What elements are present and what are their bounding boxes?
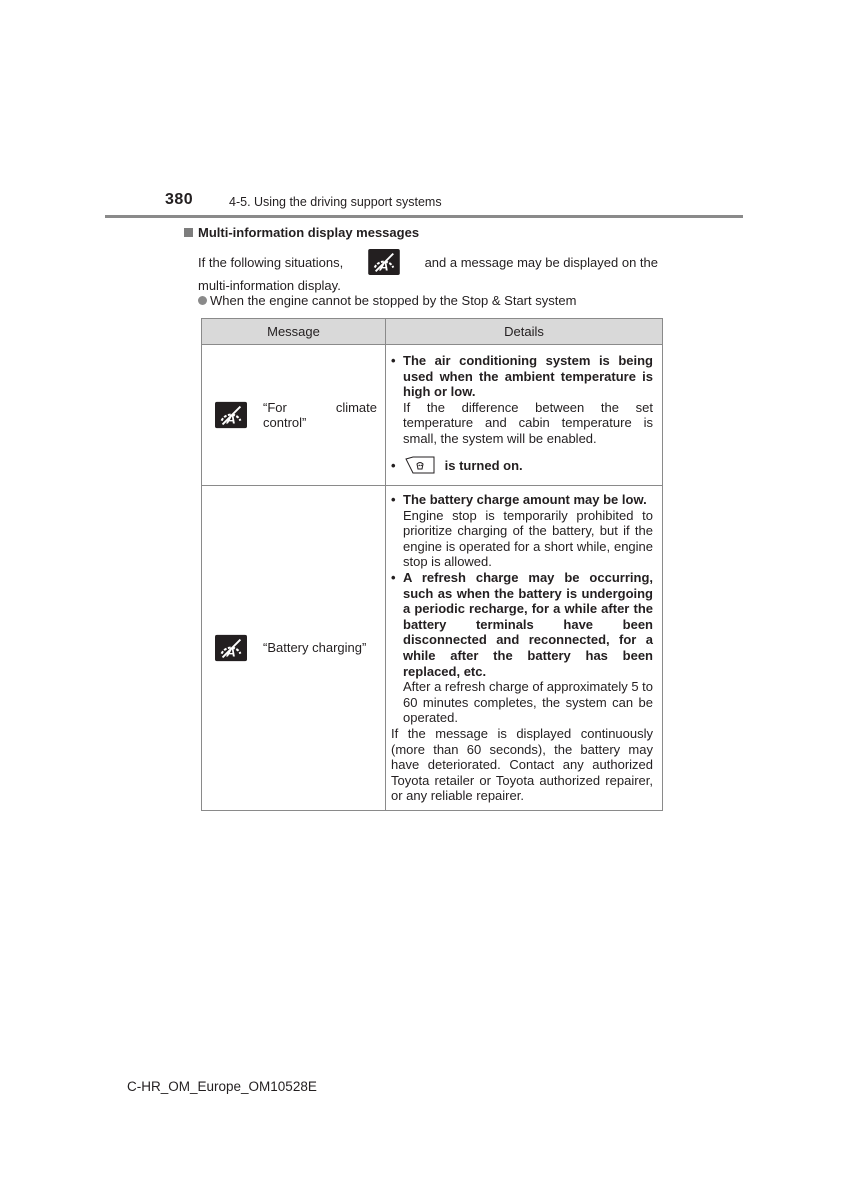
square-bullet-icon xyxy=(184,228,193,237)
table-row xyxy=(202,345,663,486)
messages-table xyxy=(201,318,663,811)
table-header-row xyxy=(202,319,663,345)
footer-code: C-HR_OM_Europe_OM10528E xyxy=(127,1079,317,1094)
heading-text: Multi-information display messages xyxy=(198,225,420,240)
detail-note: If the message is displayed continuously (more than 60 seconds), the battery may have deteriorated. Contact any authorized Toyota retailer or Toyota authorized repairer, or any reliable repairer. xyxy=(391,725,653,804)
page-number: 380 xyxy=(165,191,194,208)
message-label: “Battery charging” xyxy=(263,640,367,656)
condition-bullet xyxy=(198,293,576,308)
stop-start-cancel-icon xyxy=(367,249,401,275)
header-divider xyxy=(105,215,743,218)
intro-paragraph xyxy=(198,249,658,296)
message-cell xyxy=(202,345,386,486)
condition-text: When the engine cannot be stopped by the Stop & Start system xyxy=(210,293,577,308)
section-title: 4-5. Using the driving support systems xyxy=(229,195,442,209)
details-cell xyxy=(386,345,663,486)
table-row xyxy=(202,486,663,811)
detail-bullet: • The air conditioning system is being used when the ambient temperature is high or low. If the difference between the set temperature and cabin temperature is small, the system will be enabled. xyxy=(391,352,653,446)
column-header-message: Message xyxy=(202,319,386,345)
intro-text-2: and a message may be displayed on the xyxy=(424,254,658,270)
details-cell xyxy=(386,486,663,811)
stop-start-cancel-icon xyxy=(215,634,247,662)
windshield-defogger-icon xyxy=(403,455,437,477)
message-cell xyxy=(202,486,386,811)
detail-bullet: • A refresh charge may be occurring, such as when the battery is undergoing a periodic recharge, for a while after the battery terminals have been disconnected and reconnected, for a while after the battery has been replaced, etc. After a refresh charge of approximately 5 to 60 minutes completes, the system can be operated. xyxy=(391,569,654,726)
detail-bullet: • The battery charge amount may be low. Engine stop is temporarily prohibited to prioritize charging of the battery, but if the engine is operated for a short while, engine stop is allowed. xyxy=(391,492,653,570)
detail-bullet: • is turned on. xyxy=(391,455,653,478)
message-label: “For climate control” xyxy=(263,400,377,430)
intro-text-1: If the following situations, xyxy=(198,254,344,270)
column-header-details: Details xyxy=(386,319,663,345)
subsection-heading xyxy=(184,225,419,240)
circle-bullet-icon xyxy=(198,296,207,305)
stop-start-cancel-icon xyxy=(215,401,247,429)
intro-text-3: multi-information display. xyxy=(198,278,341,293)
